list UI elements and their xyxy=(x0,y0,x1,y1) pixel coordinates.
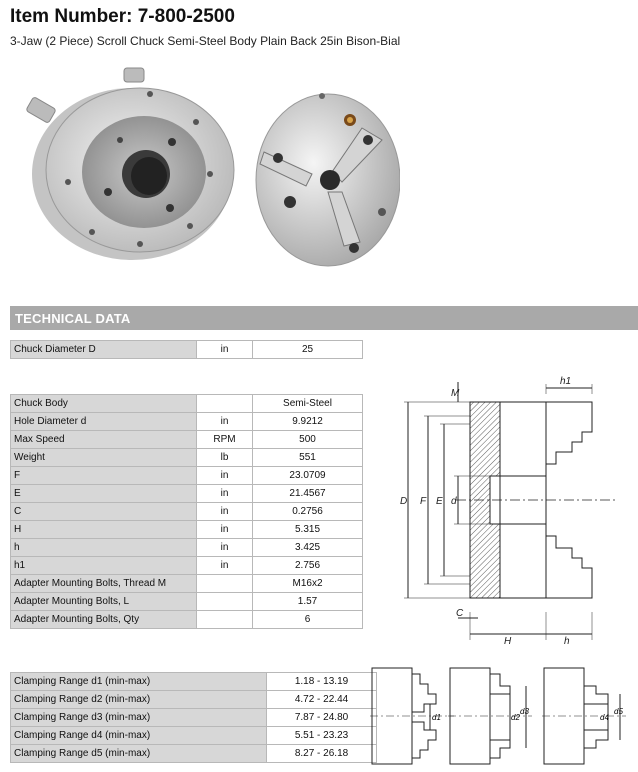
clamp-label-d1: d1 xyxy=(432,713,441,722)
table-row xyxy=(11,395,363,413)
table-row xyxy=(11,593,363,611)
clamping-diagram-d4-d5 xyxy=(542,664,626,768)
spec-value: 21.4567 xyxy=(253,485,363,503)
clamp-label-d5: d5 xyxy=(614,707,623,716)
spec-label: Max Speed xyxy=(11,431,197,449)
clamp-label-d3: d3 xyxy=(520,707,529,716)
chuck-front-photo xyxy=(20,62,240,262)
table-row xyxy=(11,745,377,763)
spec-value: 3.425 xyxy=(253,539,363,557)
spec-unit: in xyxy=(197,557,253,575)
dim-label-E: E xyxy=(436,496,443,507)
spec-value: M16x2 xyxy=(253,575,363,593)
table-row xyxy=(11,673,377,691)
spec-value: 500 xyxy=(253,431,363,449)
dim-label-M: M xyxy=(451,388,460,399)
spec-value: 551 xyxy=(253,449,363,467)
table-row xyxy=(11,611,363,629)
spec-label: Hole Diameter d xyxy=(11,413,197,431)
spec-value: 5.315 xyxy=(253,521,363,539)
table-row xyxy=(11,521,363,539)
spec-label: Clamping Range d2 (min-max) xyxy=(11,691,267,709)
dim-label-H: H xyxy=(504,636,512,647)
table-row xyxy=(11,691,377,709)
dim-label-C: C xyxy=(456,608,464,619)
spec-value: 2.756 xyxy=(253,557,363,575)
spec-unit: in xyxy=(197,485,253,503)
spec-unit xyxy=(197,395,253,413)
spec-value: 8.27 - 26.18 xyxy=(267,745,377,763)
table-row xyxy=(11,467,363,485)
spec-label: Clamping Range d4 (min-max) xyxy=(11,727,267,745)
clamp-label-d4: d4 xyxy=(600,713,609,722)
spec-label: Chuck Diameter D xyxy=(11,341,197,359)
spec-unit: lb xyxy=(197,449,253,467)
spec-value: Semi-Steel xyxy=(253,395,363,413)
spec-unit: in xyxy=(197,341,253,359)
spec-value: 23.0709 xyxy=(253,467,363,485)
table-row xyxy=(11,449,363,467)
table-row xyxy=(11,503,363,521)
section-title: TECHNICAL DATA xyxy=(15,311,131,326)
spec-label: E xyxy=(11,485,197,503)
table-row xyxy=(11,539,363,557)
spec-label: Adapter Mounting Bolts, L xyxy=(11,593,197,611)
spec-value: 6 xyxy=(253,611,363,629)
spec-label: Adapter Mounting Bolts, Qty xyxy=(11,611,197,629)
spec-value: 5.51 - 23.23 xyxy=(267,727,377,745)
spec-label: C xyxy=(11,503,197,521)
item-number-title: Item Number: 7-800-2500 xyxy=(10,6,235,27)
table-row xyxy=(11,727,377,745)
clamping-diagram-d1 xyxy=(370,664,454,768)
spec-value: 0.2756 xyxy=(253,503,363,521)
spec-label: Clamping Range d1 (min-max) xyxy=(11,673,267,691)
dim-label-h1: h1 xyxy=(560,376,572,387)
spec-unit: in xyxy=(197,413,253,431)
spec-unit: in xyxy=(197,521,253,539)
spec-value: 25 xyxy=(253,341,363,359)
spec-label: h1 xyxy=(11,557,197,575)
spec-unit: RPM xyxy=(197,431,253,449)
spec-value: 4.72 - 22.44 xyxy=(267,691,377,709)
specifications-table xyxy=(10,394,363,629)
spec-unit: in xyxy=(197,539,253,557)
spec-value: 1.18 - 13.19 xyxy=(267,673,377,691)
table-row xyxy=(11,709,377,727)
spec-label: F xyxy=(11,467,197,485)
technical-data-header xyxy=(10,306,638,330)
table-row xyxy=(11,413,363,431)
spec-unit xyxy=(197,575,253,593)
spec-unit xyxy=(197,611,253,629)
clamp-label-d2: d2 xyxy=(511,713,520,722)
chuck-jaws-photo xyxy=(250,82,400,272)
table-row xyxy=(11,341,363,359)
dim-label-h: h xyxy=(564,636,570,647)
spec-value: 1.57 xyxy=(253,593,363,611)
clamping-range-table xyxy=(10,672,377,763)
dim-label-F: F xyxy=(420,496,427,507)
spec-unit xyxy=(197,593,253,611)
clamping-diagram-d2-d3 xyxy=(448,664,532,768)
spec-label: Clamping Range d3 (min-max) xyxy=(11,709,267,727)
chuck-diameter-table xyxy=(10,340,363,359)
spec-value: 7.87 - 24.80 xyxy=(267,709,377,727)
spec-label: H xyxy=(11,521,197,539)
spec-label: Weight xyxy=(11,449,197,467)
dim-label-d: d xyxy=(451,496,457,507)
spec-label: Chuck Body xyxy=(11,395,197,413)
spec-unit: in xyxy=(197,503,253,521)
product-description: 3-Jaw (2 Piece) Scroll Chuck Semi-Steel Body Plain Back 25in Bison-Bial xyxy=(10,34,401,48)
chuck-section-drawing xyxy=(396,372,626,648)
spec-label: h xyxy=(11,539,197,557)
spec-label: Clamping Range d5 (min-max) xyxy=(11,745,267,763)
table-row xyxy=(11,557,363,575)
table-row xyxy=(11,431,363,449)
spec-unit: in xyxy=(197,467,253,485)
spec-label: Adapter Mounting Bolts, Thread M xyxy=(11,575,197,593)
table-row xyxy=(11,575,363,593)
dim-label-D: D xyxy=(400,496,408,507)
spec-value: 9.9212 xyxy=(253,413,363,431)
table-row xyxy=(11,485,363,503)
